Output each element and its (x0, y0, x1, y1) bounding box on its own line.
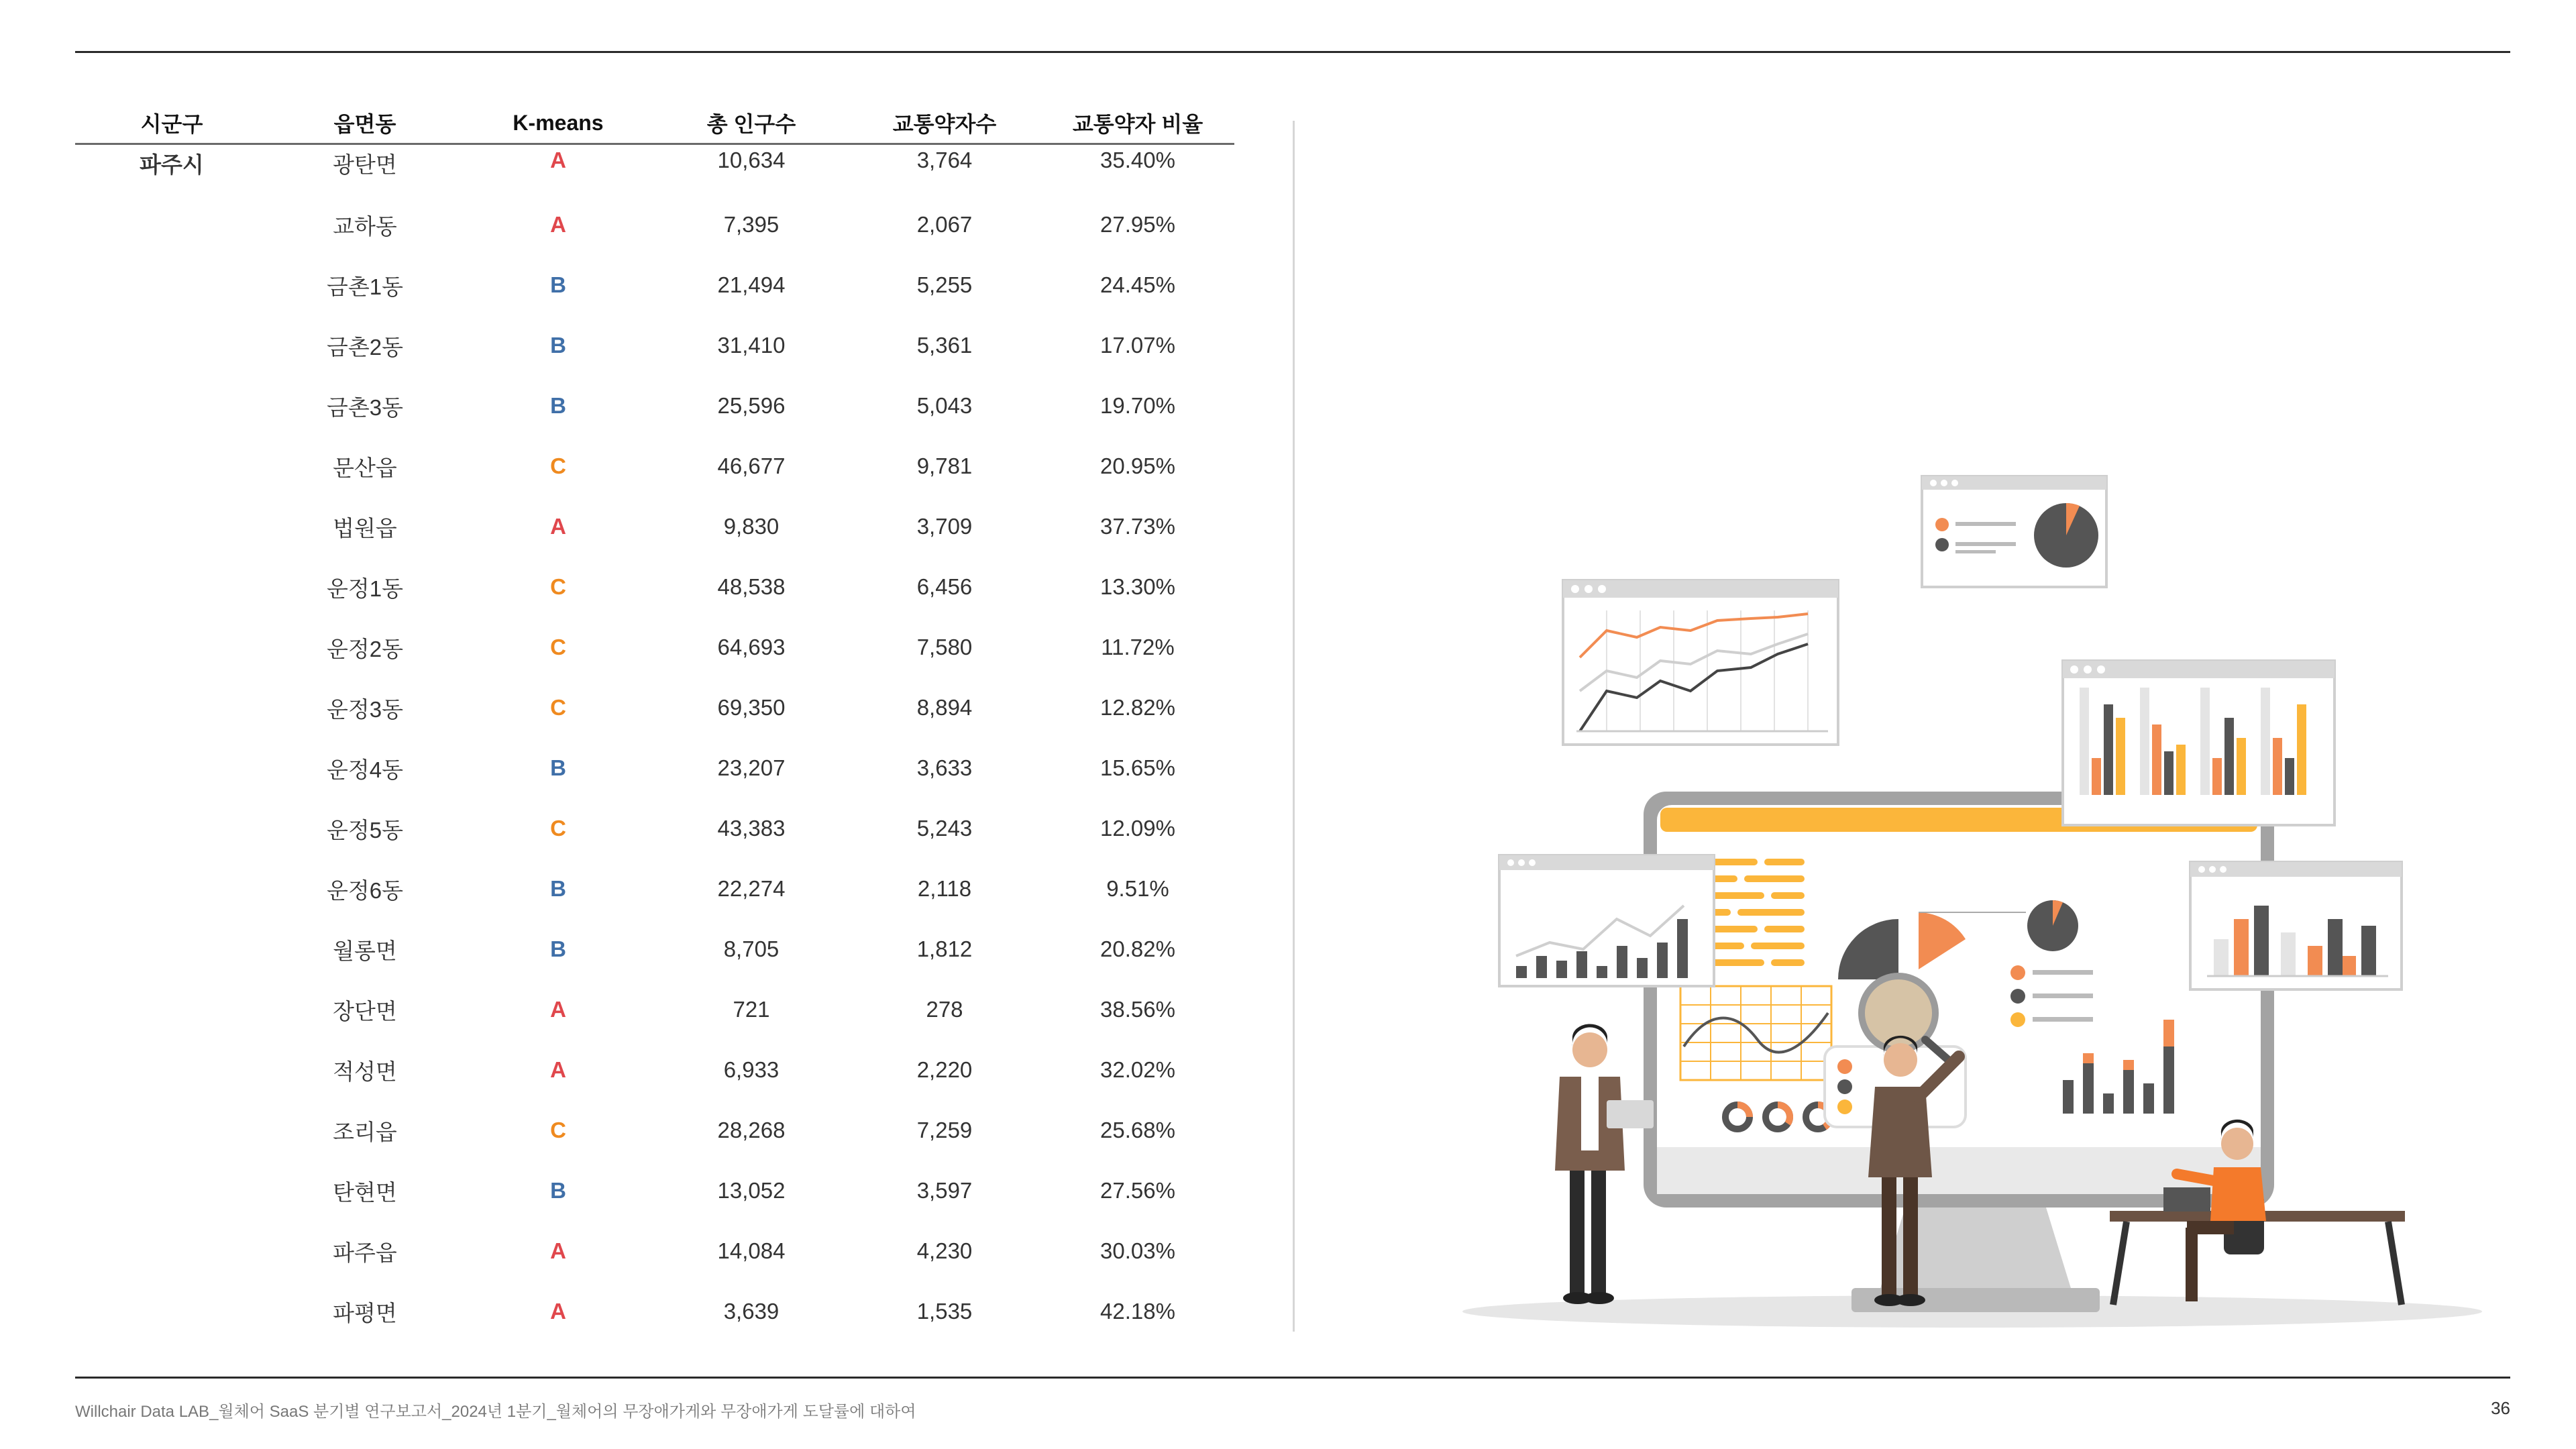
mobility-weak-count-cell: 278 (926, 997, 963, 1022)
table-row (75, 919, 1234, 979)
dong-cell: 조리읍 (333, 1119, 397, 1144)
dong-cell: 법원읍 (333, 515, 397, 541)
population-cell: 7,395 (723, 212, 780, 237)
population-cell: 23,207 (717, 755, 786, 780)
region-cell (75, 617, 268, 678)
region-cell (75, 195, 268, 255)
mobility-weak-ratio-cell: 35.40% (1100, 148, 1175, 172)
mobility-weak-ratio-cell: 15.65% (1100, 755, 1175, 780)
mobility-weak-count-cell: 4,230 (916, 1238, 973, 1263)
cluster-cell: A (550, 1057, 566, 1082)
table-row (75, 1281, 1234, 1342)
mobility-weak-ratio-cell: 20.82% (1100, 936, 1175, 961)
population-cell: 721 (733, 997, 770, 1022)
table-row (75, 979, 1234, 1040)
mobility-weak-count-cell: 5,255 (916, 272, 973, 297)
mobility-weak-count-cell: 5,043 (916, 393, 973, 418)
cluster-cell: C (550, 453, 566, 478)
population-cell: 6,933 (723, 1057, 780, 1082)
mobility-weak-ratio-cell: 13.30% (1100, 574, 1175, 599)
mobility-weak-count-cell: 7,580 (916, 635, 973, 659)
dong-cell: 적성면 (333, 1059, 397, 1084)
population-cell: 31,410 (717, 333, 786, 358)
mobility-weak-count-cell: 2,220 (916, 1057, 973, 1082)
mobility-weak-count-cell: 1,812 (916, 936, 973, 961)
population-cell: 13,052 (717, 1178, 786, 1203)
population-cell: 64,693 (717, 635, 786, 659)
mobility-weak-count-cell: 3,709 (916, 514, 973, 539)
table-header-row (75, 101, 1234, 145)
cluster-cell: C (550, 1118, 566, 1142)
top-rule (75, 51, 2510, 53)
mobility-weak-count-cell: 5,361 (916, 333, 973, 358)
dong-cell: 문산읍 (333, 455, 397, 480)
cluster-cell: A (550, 514, 566, 539)
mobility-weak-ratio-cell: 37.73% (1100, 514, 1175, 539)
mobility-weak-ratio-cell: 9.51% (1106, 876, 1169, 901)
dong-cell: 금촌1동 (327, 274, 403, 299)
population-cell: 8,705 (723, 936, 780, 961)
mobility-weak-ratio-cell: 24.45% (1100, 272, 1175, 297)
cluster-cell: C (550, 574, 566, 599)
mobility-weak-count-cell: 2,067 (916, 212, 973, 237)
dong-cell: 장단면 (333, 998, 397, 1024)
mobility-weak-ratio-cell: 27.95% (1100, 212, 1175, 237)
cluster-cell: C (550, 635, 566, 659)
table-row (75, 195, 1234, 255)
mobility-weak-count-cell: 3,633 (916, 755, 973, 780)
mobility-weak-count-cell: 9,781 (916, 453, 973, 478)
column-divider (1293, 121, 1295, 1332)
population-cell: 25,596 (717, 393, 786, 418)
cluster-cell: B (550, 936, 566, 961)
mobility-weak-ratio-cell: 27.56% (1100, 1178, 1175, 1203)
dong-cell: 파평면 (333, 1300, 397, 1326)
region-cell: 파주시 (140, 152, 204, 177)
population-table (75, 101, 1234, 1342)
region-cell (75, 496, 268, 557)
region-cell (75, 1040, 268, 1100)
table-row (75, 436, 1234, 496)
dong-cell: 운정3동 (327, 696, 403, 722)
population-cell: 43,383 (717, 816, 786, 841)
cluster-cell: A (550, 148, 566, 172)
population-cell: 28,268 (717, 1118, 786, 1142)
region-cell (75, 738, 268, 798)
region-cell (75, 315, 268, 376)
region-cell (75, 255, 268, 315)
dong-cell: 광탄면 (333, 152, 397, 177)
table-row (75, 376, 1234, 436)
footer-report-title: Willchair Data LAB_월체어 SaaS 분기별 연구보고서_2024년 1분기_월체어의 무장애가게와 무장애가게 도달률에 대하여 (75, 1403, 916, 1421)
header-sigungu: 시군구 (75, 101, 268, 145)
cluster-cell: B (550, 272, 566, 297)
region-cell (75, 1281, 268, 1342)
cluster-cell: B (550, 1178, 566, 1203)
region-cell (75, 798, 268, 859)
mobility-weak-count-cell: 8,894 (916, 695, 973, 720)
population-cell: 3,639 (723, 1299, 780, 1324)
dong-cell: 탄현면 (333, 1179, 397, 1205)
mobility-weak-ratio-cell: 11.72% (1101, 635, 1175, 659)
region-cell (75, 1161, 268, 1221)
population-cell: 21,494 (717, 272, 786, 297)
mobility-weak-count-cell: 5,243 (916, 816, 973, 841)
cluster-cell: B (550, 333, 566, 358)
population-cell: 22,274 (717, 876, 786, 901)
region-cell (75, 376, 268, 436)
mobility-weak-count-cell: 2,118 (917, 876, 972, 901)
header-mobility-weak-count: 교통약자수 (848, 101, 1041, 145)
mobility-weak-ratio-cell: 20.95% (1100, 453, 1175, 478)
region-cell (75, 436, 268, 496)
cluster-cell: C (550, 816, 566, 841)
mobility-weak-ratio-cell: 19.70% (1100, 393, 1175, 418)
header-total-population: 총 인구수 (655, 101, 848, 145)
population-cell: 10,634 (717, 148, 786, 172)
region-cell (75, 859, 268, 919)
mobility-weak-count-cell: 1,535 (916, 1299, 973, 1324)
population-cell: 14,084 (717, 1238, 786, 1263)
page-number: 36 (2491, 1398, 2510, 1418)
table-row (75, 1221, 1234, 1281)
table-row (75, 255, 1234, 315)
mobility-weak-ratio-cell: 32.02% (1100, 1057, 1175, 1082)
cluster-cell: C (550, 695, 566, 720)
data-analytics-illustration (1436, 456, 2482, 1342)
table-row (75, 798, 1234, 859)
table-row (75, 617, 1234, 678)
cluster-cell: A (550, 997, 566, 1022)
table-row (75, 859, 1234, 919)
population-cell: 46,677 (717, 453, 786, 478)
cluster-cell: B (550, 393, 566, 418)
dong-cell: 운정2동 (327, 636, 403, 661)
region-cell (75, 557, 268, 617)
dong-cell: 운정6동 (327, 877, 403, 903)
cluster-cell: B (550, 876, 566, 901)
mobility-weak-count-cell: 3,764 (916, 148, 973, 172)
mobility-weak-ratio-cell: 30.03% (1100, 1238, 1175, 1263)
table-row (75, 738, 1234, 798)
table-row (75, 1040, 1234, 1100)
mobility-weak-ratio-cell: 12.82% (1100, 695, 1175, 720)
mobility-weak-count-cell: 3,597 (916, 1178, 973, 1203)
header-kmeans: K-means (462, 101, 655, 145)
bottom-rule (75, 1377, 2510, 1379)
table-row (75, 1100, 1234, 1161)
cluster-cell: A (550, 212, 566, 237)
cluster-cell: B (550, 755, 566, 780)
population-cell: 9,830 (723, 514, 780, 539)
cluster-cell: A (550, 1299, 566, 1324)
mobility-weak-ratio-cell: 25.68% (1100, 1118, 1175, 1142)
mobility-weak-ratio-cell: 38.56% (1100, 997, 1175, 1022)
population-cell: 48,538 (717, 574, 786, 599)
table-row (75, 1161, 1234, 1221)
table-row (75, 315, 1234, 376)
region-cell (75, 979, 268, 1040)
dong-cell: 교하동 (333, 213, 397, 239)
dong-cell: 운정4동 (327, 757, 403, 782)
region-cell (75, 1100, 268, 1161)
region-cell (75, 919, 268, 979)
header-eupmyeondong: 읍면동 (268, 101, 462, 145)
dong-cell: 파주읍 (333, 1240, 397, 1265)
mobility-weak-ratio-cell: 42.18% (1100, 1299, 1175, 1324)
dong-cell: 운정1동 (327, 576, 403, 601)
dong-cell: 월롱면 (333, 938, 397, 963)
dong-cell: 운정5동 (327, 817, 403, 843)
table-row (75, 557, 1234, 617)
table-row (75, 678, 1234, 738)
table-row (75, 496, 1234, 557)
region-cell (75, 1221, 268, 1281)
mobility-weak-count-cell: 6,456 (916, 574, 973, 599)
population-cell: 69,350 (717, 695, 786, 720)
header-mobility-weak-ratio: 교통약자 비율 (1041, 101, 1234, 145)
mobility-weak-count-cell: 7,259 (916, 1118, 973, 1142)
dong-cell: 금촌2동 (327, 334, 403, 360)
dong-cell: 금촌3동 (327, 394, 403, 420)
mobility-weak-ratio-cell: 17.07% (1100, 333, 1175, 358)
cluster-cell: A (550, 1238, 566, 1263)
region-cell (75, 678, 268, 738)
table-row (75, 145, 1234, 195)
mobility-weak-ratio-cell: 12.09% (1100, 816, 1175, 841)
